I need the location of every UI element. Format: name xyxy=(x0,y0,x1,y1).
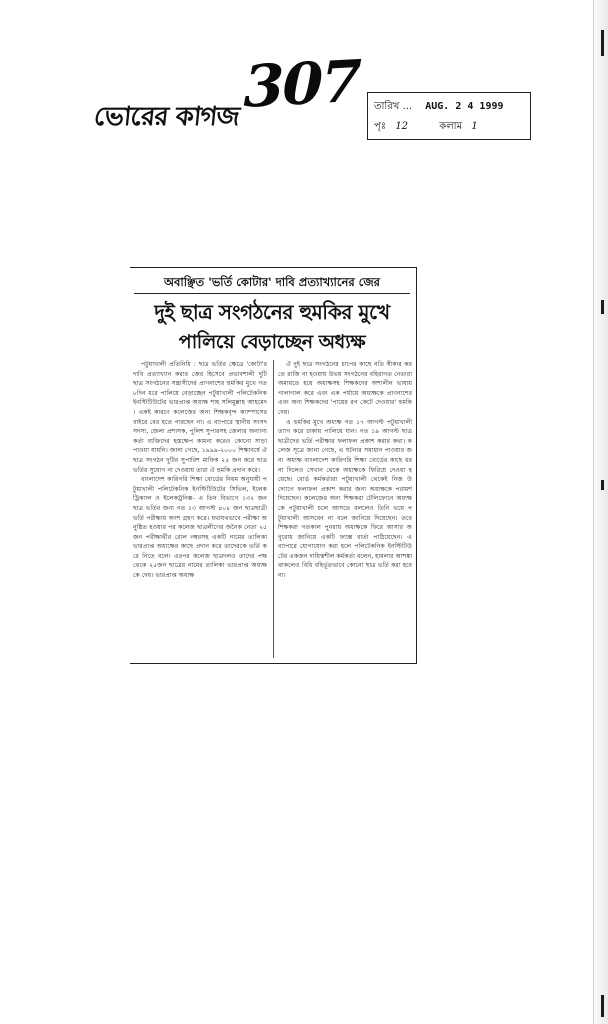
scan-edge-mark xyxy=(601,30,604,56)
article-headline-line-1: দুই ছাত্র সংগঠনের হুমকির মুখে xyxy=(154,300,390,324)
article-paragraph: ঐ দুই ছাত্র সংগঠনের চাপের কাছে নতি স্বীকার করতে রাজি না হওয়ায় উভয় সংগঠনের বহিরাগত নেতারা অমায়তে হয়ে অধ্যক্ষসহ শিক্ষকদের অশালীন ভাষায় গালাগাল করে এবং এক পর্যায়ে অধ্যক্ষকে প্রাণনাশের এবং অন্য শিক্ষকদের 'পায়ের রগ কেটে দেওয়ার' হুমকি দেয়। xyxy=(278,361,412,416)
stamp-column-label: কলাম xyxy=(439,121,463,132)
news-clipping xyxy=(130,267,417,664)
article-column-1 xyxy=(133,360,267,658)
article-paragraph: বাংলাদেশ কারিগরি শিক্ষা বোর্ডের নিয়ম অনুযায়ী পটুয়াখালী পলিটেকনিক ইনস্টিটিউটের সিভিল, ইলেকট্রিক্যাল ও ইলেকট্রনিক্স- এ তিন বিভাগে ১৩২ জন ছাত্র ভর্তির জন্য গত ১৩ আগস্ট ৪০৮ জন ছাত্রছাত্রী ভর্তি পরীক্ষায় অংশ গ্রহণ করে। যথাযথভাবে পরীক্ষা অনুষ্ঠিত হওয়ার পর কলেজ ছাত্রলীগের জনৈক নেতা ২৫জন পরীক্ষার্থীর রোল নম্বরসহ একটি নামের তালিকা ভারপ্রাপ্ত অধ্যক্ষের কাছে প্রদান করে তাদেরকে ভর্তি করে নিতে বলে। এরপর কলেজ ছাত্রদলও তাদের পক্ষ থেকে ২৫জন ছাত্রের নামের তালিকা ভারপ্রাপ্ত অধ্যক্ষকে দেয়। ভারপ্রাপ্ত অধ্যক্ষ xyxy=(133,476,267,580)
article-paragraph: এ হুমকির মুখে অধ্যক্ষ গত ১৭ আগস্ট পটুয়াখালী ত্যাগ করে ঢাকায় পালিয়ে যান। গত ১৯ আগস্ট ছাত্রছাত্রীদের ভর্তি পরীক্ষার ফলাফল প্রকাশ করার কথা। কলেজ সূত্রে জানা গেছে, এ ঘটনার সমাধান পাওয়ার জন্য অধ্যক্ষ বাংলাদেশ কারিগরি শিক্ষা বোর্ডের কাছে ধরনা দিলেও সেখান থেকে অধ্যক্ষকে ফিরিয়ে দেওয়া হয়েছে। বোর্ড কর্মকর্তারা পটুয়াখালী থেকেই নিজ উদ্যোগে ফলাফল প্রকাশ করার জন্য অধ্যক্ষকে পরামর্শ দিয়েছেন। কলেজের অন্য শিক্ষকরা টেলিফোনে অধ্যক্ষকে পটুয়াখালী চলে আসতে বললেও তিনি ভয়ে পটুয়াখালী আসবেন না বলে জানিয়ে দিয়েছেন। তবে শিক্ষকরা গতকাল পুনরায় অধ্যক্ষকে ফিরে আসার অনুরোধ জানিয়ে একটি ফ্যাক্স বার্তা পাঠিয়েছেন। এ ব্যাপারে যোগাযোগ করা হলে পলিটেকনিক ইনস্টিটিউটের একজন দায়িত্বশীল কর্মকর্তা বলেন, হামলার আশঙ্কা থাকলেও বিধি বহির্ভূতভাবে কোনো ছাত্র ভর্তি করা হবে না। xyxy=(278,418,412,580)
column-divider xyxy=(273,360,274,658)
scan-edge-mark xyxy=(601,480,604,490)
scan-edge xyxy=(593,0,608,1024)
article-kicker: অবাঞ্ছিত 'ভর্তি কোটার' দাবি প্রত্যাখ্যানের জের xyxy=(134,271,410,294)
newspaper-masthead xyxy=(92,96,241,148)
date-page-stamp xyxy=(367,92,531,140)
stamp-page-value: 12 xyxy=(395,121,409,132)
stamp-date-label: তারিখ ... xyxy=(374,101,413,112)
article-headline-line-2: পালিয়ে বেড়াচ্ছেন অধ্যক্ষ xyxy=(178,331,366,353)
scan-edge-mark xyxy=(601,995,604,1017)
stamp-column-value: 1 xyxy=(471,121,478,132)
article-paragraph: পটুয়াখালী প্রতিনিধি : ছাত্র ভর্তির ক্ষেত্রে 'কোটা'র দাবি প্রত্যাখ্যান করার জের হিসেবে প্রভাবশালী দুটি ছাত্র সংগঠনের সন্ত্রাসীদের প্রাণনাশের হুমকির মুখে গত ৮দিন ধরে পালিয়ে বেড়াচ্ছেন পটুয়াখালী পলিটেকনিক ইনস্টিটিউটের ভারপ্রাপ্ত অধ্যক্ষ শাহ সলিমুল্লাহ আহমেদ। একই কারণে কলেজের অন্য শিক্ষকবৃন্দ ক্যাম্পাসের বাইরে বের হতে পারছেন না। এ ব্যাপারে স্থানীয় সংসদ সদস্য, জেলা প্রশাসক, পুলিশ সুপারসহ জেলার অন্যান্য কর্তা ব্যক্তিদের হস্তক্ষেপ কামনা করেও কোনো সাড়া পাওয়া যায়নি। জানা গেছে, ১৯৯৯-২০০০ শিক্ষাবর্ষে ঐ ছাত্র সংগঠন দুটির সুপারিশ মাফিক ২৫ জন করে ছাত্র ভর্তির সুযোগ না দেওয়ায় তারা ঐ হুমকি প্রদান করে। xyxy=(133,361,267,474)
scan-edge-mark xyxy=(601,300,604,314)
article-column-2 xyxy=(278,360,412,658)
stamp-date-row xyxy=(374,99,504,116)
stamp-page-label: পৃঃ xyxy=(374,121,387,132)
handwritten-file-number: 307 xyxy=(236,47,367,121)
stamp-page-row xyxy=(374,119,478,136)
stamp-date-value: AUG. 2 4 1999 xyxy=(425,101,504,112)
masthead-title: ভোরের কাগজ xyxy=(92,102,241,132)
